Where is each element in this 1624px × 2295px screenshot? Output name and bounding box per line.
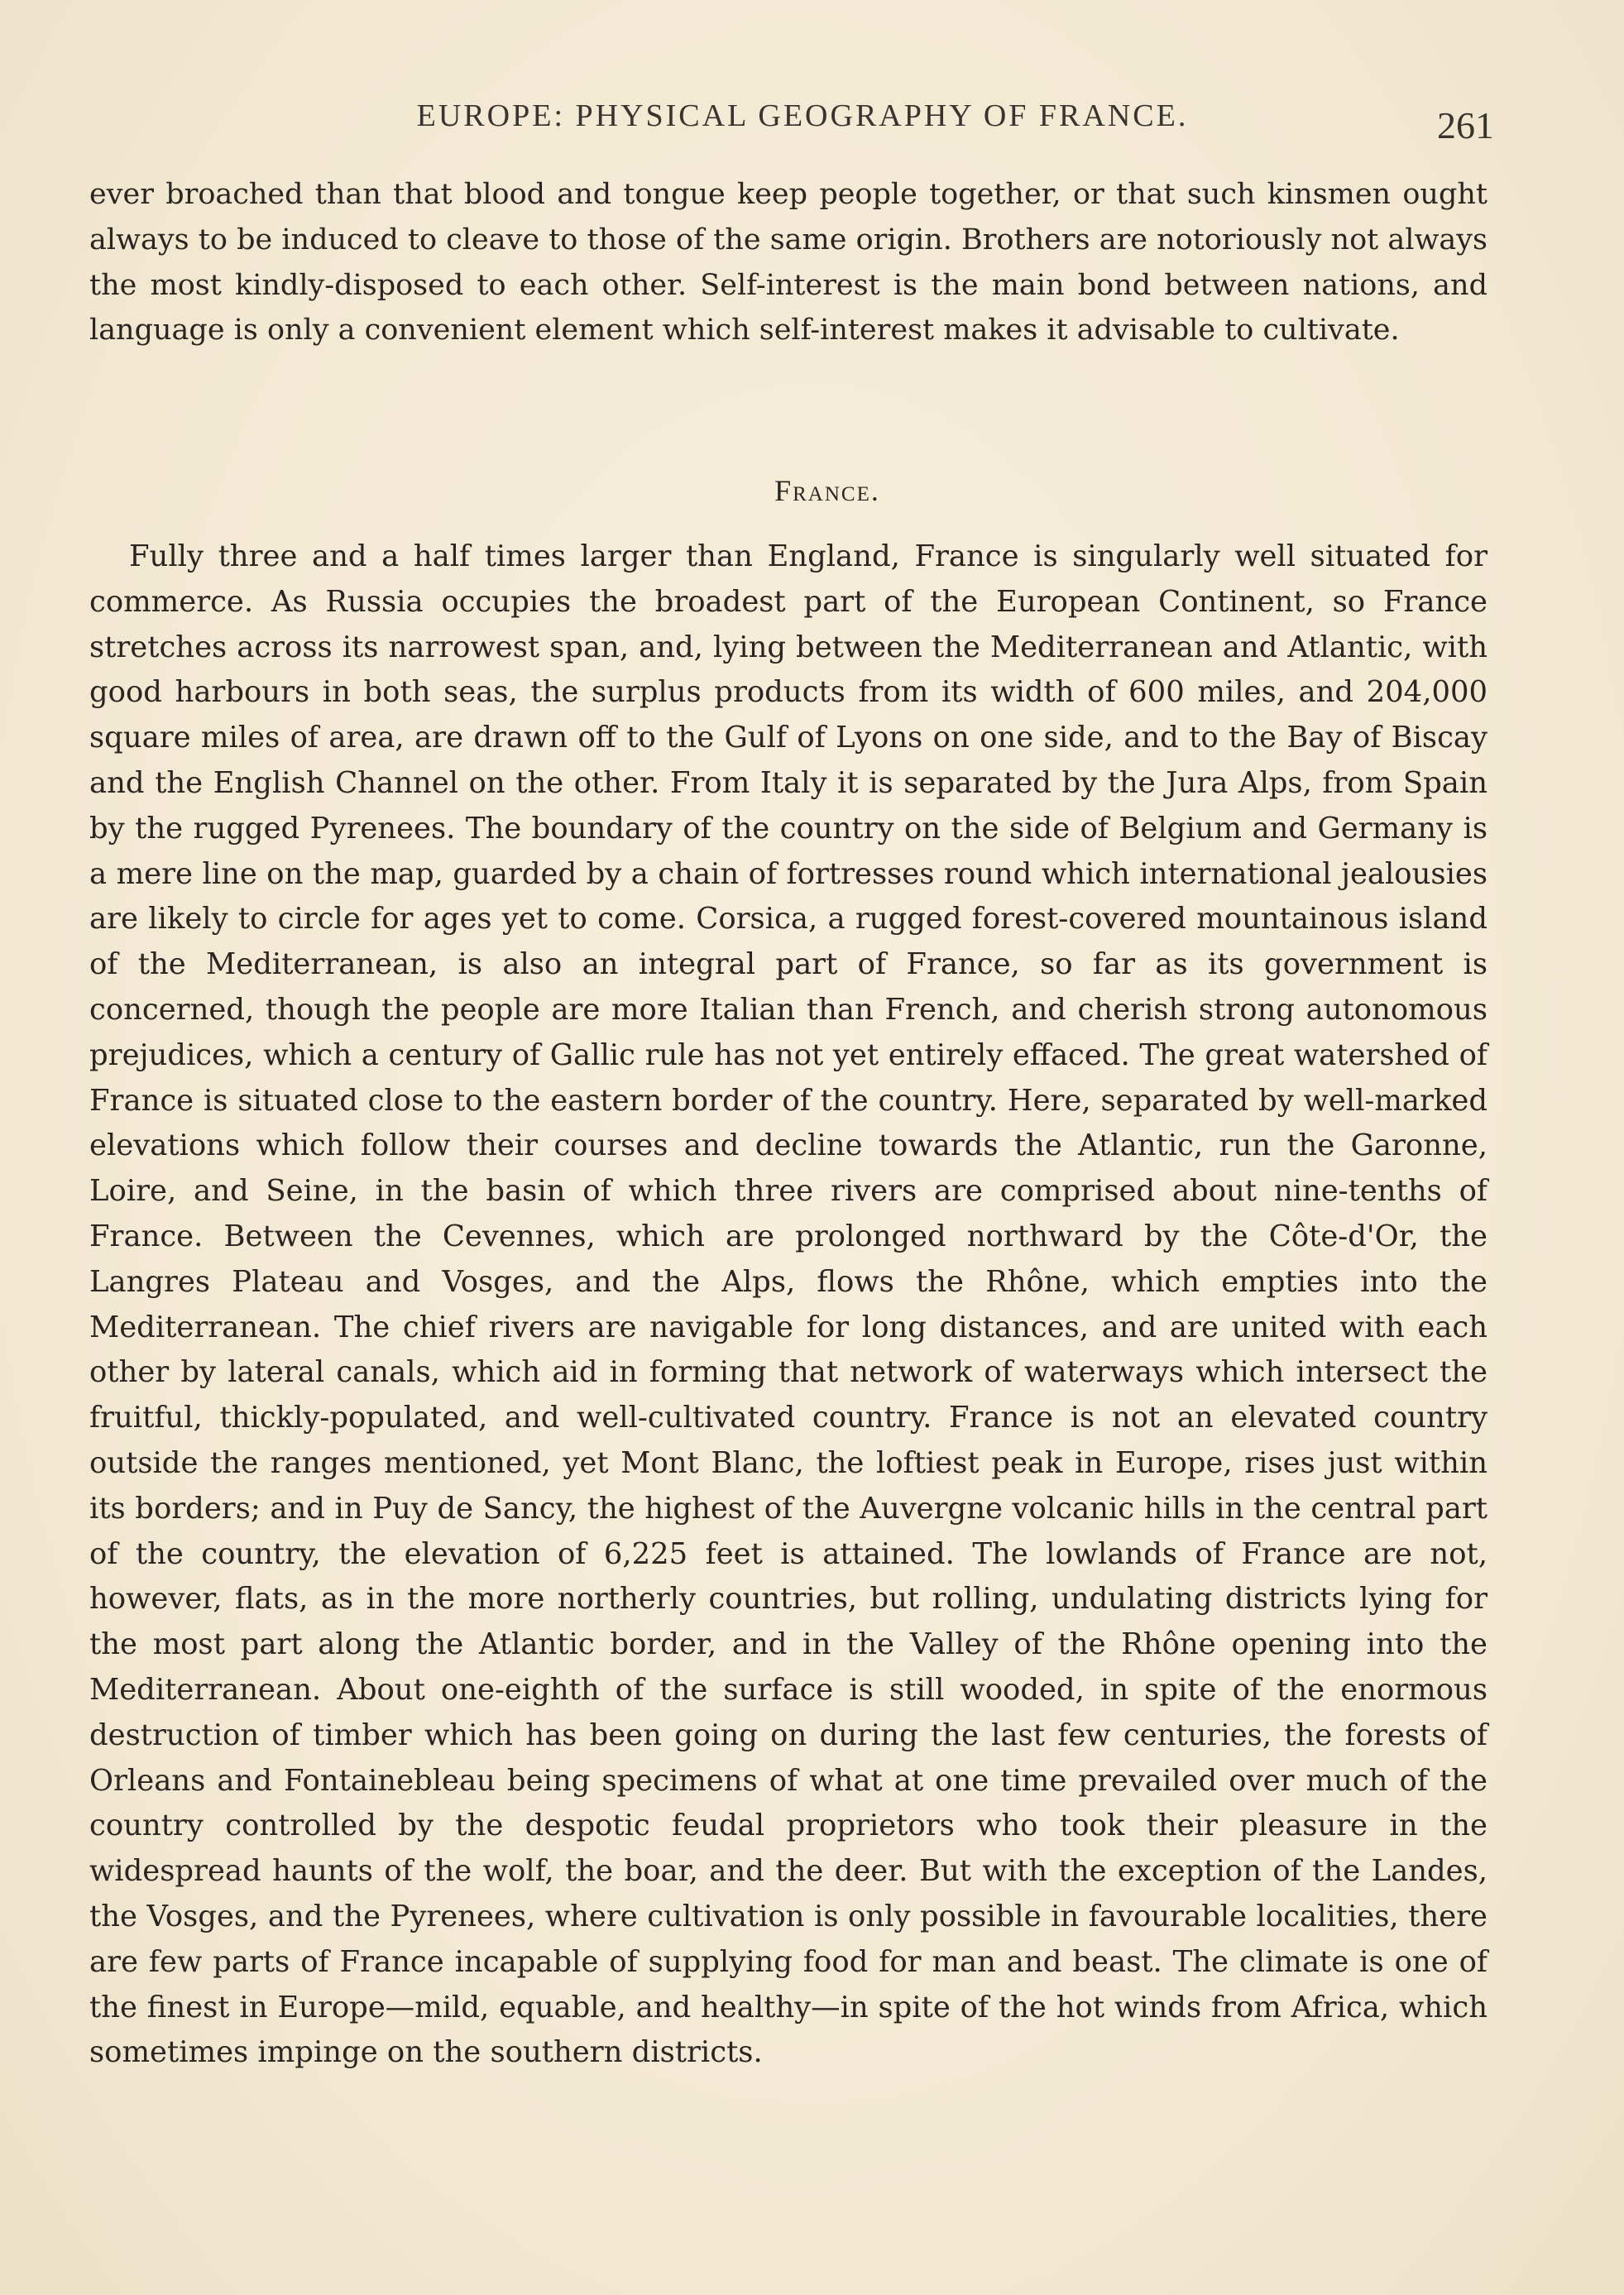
paragraph-continued: ever broached than that blood and tongue keep people together, or that such kinsmen ought always to be induced to cleave to those of the same origin. Brothers are notoriously not always the most kindly-disposed to each other. Self-interest is the main bond between nations, and language is only a convenient element which self-interest makes it advisable to cultivate. <box>89 178 1487 347</box>
paragraph-france: Fully three and a half times larger than England, France is singularly well situated for commerce. As Russia occupies the broadest part of the European Continent, so France stretches across its narrowest span, and, lying between the Mediterranean and Atlantic, with good harbours in both seas, the surplus products from its width of 600 miles, and 204,000 square miles of area, are drawn off to the Gulf of Lyons on one side, and to the Bay of Biscay and the English Channel on the other. From Italy it is separated by the Jura Alps, from Spain by the rugged Pyrenees. The boundary of the country on the side of Belgium and Germany is a mere line on the map, guarded by a chain of fortresses round which international jealousies are likely to circle for ages yet to come. Corsica, a rugged forest-covered mountainous island of the Mediterranean, is also an integral part of France, so far as its government is concerned, though the people are more Italian than French, and cherish strong autonomous prejudices, which a century of Gallic rule has not yet entirely effaced. The great watershed of France is situated close to the eastern border of the country. Here, separated by well-marked elevations which follow their courses and decline towards the Atlantic, run the Garonne, Loire, and Seine, in the basin of which three rivers are comprised about nine-tenths of France. Between the Cevennes, which are prolonged northward by the Côte-d'Or, the Langres Plateau and Vosges, and the Alps, flows the Rhône, which empties into the Mediterranean. The chief rivers are navigable for long distances, and are united with each other by lateral canals, which aid in forming that network of waterways which intersect the fruitful, thickly-populated, and well-cultivated country. France is not an elevated country outside the ranges mentioned, yet Mont Blanc, the loftiest peak in Europe, rises just within its borders; and in Puy de Sancy, the highest of the Auvergne volcanic hills in the central part of the country, the elevation of 6,225 feet is attained. The lowlands of France are not, however, flats, as in the more northerly countries, but rolling, undulating districts lying for the most part along the Atlantic border, and in the Valley of the Rhône opening into the Mediterranean. About one-eighth of the surface is still wooded, in spite of the enormous destruction of timber which has been going on during the last few centuries, the forests of Orleans and Fontainebleau being specimens of what at one time prevailed over much of the country controlled by the despotic feudal proprietors who took their pleasure in the widespread haunts of the wolf, the boar, and the deer. But with the exception of the Landes, the Vosges, and the Pyrenees, where cultivation is only possible in favourable localities, there are few parts of France incapable of supplying food for man and beast. The climate is one of the finest in Europe—mild, equable, and healthy—in spite of the hot winds from Africa, which sometimes impinge on the southern districts. <box>89 539 1487 2070</box>
page-number: 261 <box>1437 104 1494 146</box>
running-title: EUROPE: PHYSICAL GEOGRAPHY OF FRANCE. <box>416 98 1189 133</box>
section-heading: France. <box>774 474 880 507</box>
